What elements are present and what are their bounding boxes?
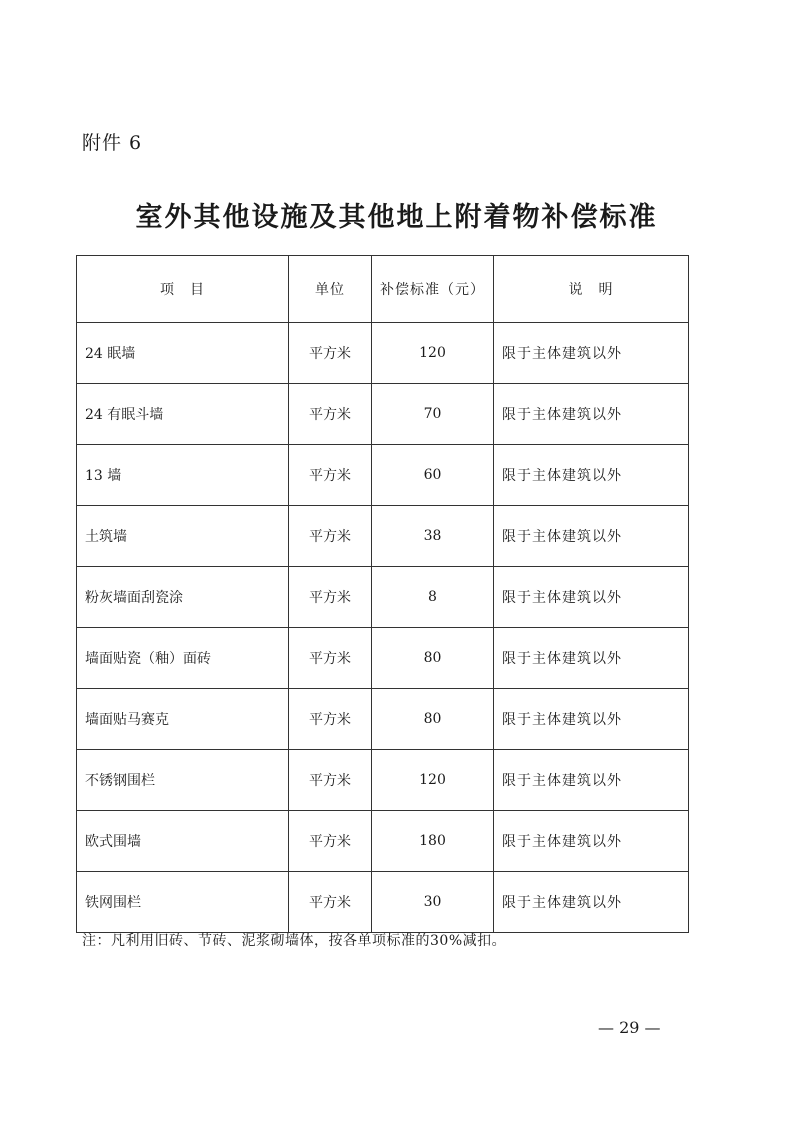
cell-item: 粉灰墙面刮瓷涂 [77, 567, 289, 628]
cell-note: 限于主体建筑以外 [494, 689, 689, 750]
cell-unit: 平方米 [289, 384, 372, 445]
cell-item: 24 有眠斗墙 [77, 384, 289, 445]
cell-standard: 8 [372, 567, 494, 628]
table-header-row [77, 256, 689, 323]
cell-note: 限于主体建筑以外 [494, 567, 689, 628]
cell-item: 欧式围墙 [77, 811, 289, 872]
cell-item: 铁网围栏 [77, 872, 289, 933]
table-row [77, 811, 689, 872]
cell-standard: 38 [372, 506, 494, 567]
cell-item: 不锈钢围栏 [77, 750, 289, 811]
cell-unit: 平方米 [289, 689, 372, 750]
table-row [77, 445, 689, 506]
cell-item: 墙面贴马赛克 [77, 689, 289, 750]
cell-standard: 80 [372, 628, 494, 689]
cell-note: 限于主体建筑以外 [494, 445, 689, 506]
cell-item: 24 眠墙 [77, 323, 289, 384]
cell-note: 限于主体建筑以外 [494, 750, 689, 811]
cell-unit: 平方米 [289, 323, 372, 384]
cell-standard: 60 [372, 445, 494, 506]
compensation-table [76, 255, 689, 933]
cell-standard: 30 [372, 872, 494, 933]
cell-note: 限于主体建筑以外 [494, 384, 689, 445]
table-row [77, 872, 689, 933]
cell-note: 限于主体建筑以外 [494, 323, 689, 384]
cell-standard: 120 [372, 323, 494, 384]
page-number: — 29 — [598, 1018, 661, 1037]
table-footnote: 注：凡利用旧砖、节砖、泥浆砌墙体，按各单项标准的30%减扣。 [82, 933, 507, 949]
cell-note: 限于主体建筑以外 [494, 506, 689, 567]
table-row [77, 506, 689, 567]
table-row [77, 567, 689, 628]
table-row [77, 628, 689, 689]
table-row [77, 323, 689, 384]
document-title: 室外其他设施及其他地上附着物补偿标准 [135, 202, 658, 233]
header-unit: 单位 [289, 256, 372, 323]
table-row [77, 750, 689, 811]
cell-unit: 平方米 [289, 445, 372, 506]
cell-standard: 70 [372, 384, 494, 445]
header-standard: 补偿标准（元） [372, 256, 494, 323]
attachment-label: 附件 6 [82, 132, 143, 154]
cell-standard: 120 [372, 750, 494, 811]
cell-note: 限于主体建筑以外 [494, 811, 689, 872]
cell-item: 土筑墙 [77, 506, 289, 567]
cell-standard: 80 [372, 689, 494, 750]
cell-item: 墙面贴瓷（釉）面砖 [77, 628, 289, 689]
header-note: 说 明 [494, 256, 689, 323]
cell-unit: 平方米 [289, 872, 372, 933]
cell-unit: 平方米 [289, 750, 372, 811]
cell-unit: 平方米 [289, 506, 372, 567]
table-row [77, 384, 689, 445]
cell-standard: 180 [372, 811, 494, 872]
header-item: 项 目 [77, 256, 289, 323]
cell-note: 限于主体建筑以外 [494, 628, 689, 689]
cell-unit: 平方米 [289, 567, 372, 628]
cell-unit: 平方米 [289, 628, 372, 689]
cell-item: 13 墙 [77, 445, 289, 506]
cell-unit: 平方米 [289, 811, 372, 872]
cell-note: 限于主体建筑以外 [494, 872, 689, 933]
table-row [77, 689, 689, 750]
